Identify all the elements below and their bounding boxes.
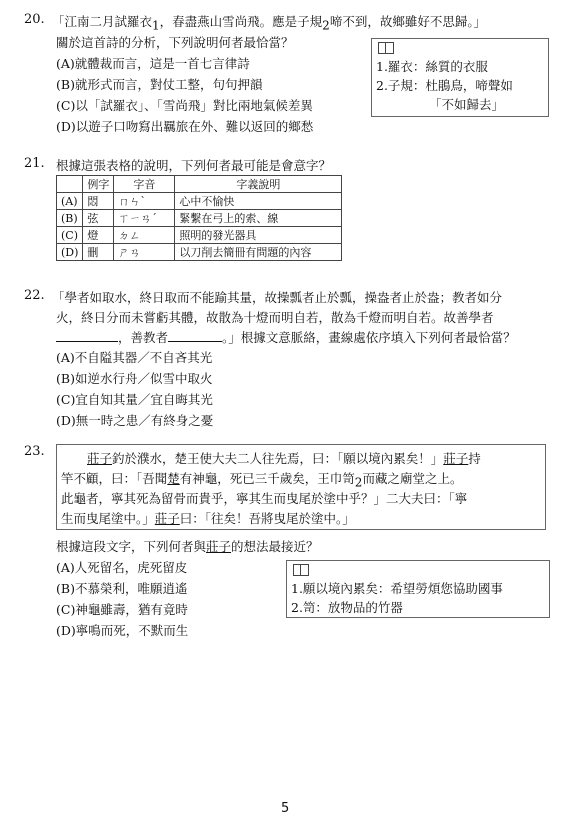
q20-stem-line1: [52, 12, 486, 33]
q23-option-c[interactable]: (C)神龜雖壽，猶有竟時: [56, 602, 188, 617]
q20-notes-box: [371, 38, 549, 117]
table-header-cell: 字義說明: [175, 176, 342, 193]
footnote-ref: 2: [354, 475, 363, 490]
q23-option-d[interactable]: (D)寧鳴而死，不默而生: [56, 623, 189, 638]
q20-option-a[interactable]: (A)就體裁而言，這是一首七言律詩: [56, 56, 250, 71]
passage-text: 生而曳尾塗中。」: [61, 511, 155, 526]
answer-blank-1[interactable]: [56, 329, 118, 342]
q22-option-a[interactable]: (A)不自隘其器／不自吝其光: [56, 350, 213, 365]
q20-stem-text: 「江南二月試羅衣: [52, 14, 153, 29]
passage-line-2: [61, 469, 462, 490]
table-row[interactable]: [57, 244, 342, 261]
table-row[interactable]: [57, 227, 342, 244]
q23-stem: [56, 537, 319, 555]
q23-option-b[interactable]: (B)不慕榮利，唯願逍遙: [56, 581, 188, 596]
passage-text: 釣於濮水，楚王使大夫二人往先焉，曰：「願以境內累矣！」: [112, 451, 444, 466]
table-row[interactable]: [57, 210, 342, 227]
table-header-row: [57, 176, 342, 193]
example-char: 刪: [83, 244, 114, 261]
q20-stem-line2: 關於這首詩的分析，下列說明何者最恰當？: [56, 35, 294, 50]
meaning: 緊繫在弓上的索、線: [175, 210, 342, 227]
q21-table: [56, 175, 342, 261]
example-char: 悶: [83, 193, 114, 210]
footnote-ref: 1: [152, 18, 160, 33]
person-name: 莊子: [154, 511, 180, 526]
q23-option-a[interactable]: (A)人死留名，虎死留皮: [56, 560, 188, 575]
q22-option-b[interactable]: (B)如逆水行舟／似雪中取火: [56, 371, 213, 386]
question-number: 22.: [24, 288, 45, 303]
book-icon: [376, 42, 394, 57]
q21-stem: 根據這張表格的說明，下列何者最可能是會意字？: [56, 158, 332, 173]
option-label: (D): [57, 244, 83, 261]
q20-stem-text: 啼不到，故鄉雖好不思歸。」: [329, 14, 487, 29]
meaning: 以刀削去簡冊有問題的內容: [175, 244, 342, 261]
q23-stem-text: 的想法最接近？: [231, 539, 319, 554]
q22-stem-line1: 「學者如取水，終日取而不能踰其量，故操瓢者止於瓢，操盎者止於盎；教者如分: [52, 290, 503, 305]
answer-blank-2[interactable]: [168, 329, 222, 342]
person-name: 莊子: [443, 451, 469, 466]
passage-text: 竿不顧，曰：「吾聞: [61, 471, 168, 486]
q23-note-2: 2.笥：放物品的竹器: [291, 600, 403, 615]
pronunciation: ㄇㄣˋ: [114, 193, 175, 210]
q22-stem-text: ，善教者: [118, 330, 169, 345]
q23-passage-box: [56, 444, 546, 530]
passage-text: 而藏之廟堂之上。: [362, 471, 463, 486]
example-char: 弦: [83, 210, 114, 227]
q22-option-d[interactable]: (D)無一時之患／有終身之憂: [56, 413, 214, 428]
q22-stem-line2: 火，終日分而未嘗虧其體，故散為十燈而明自若，散為千燈而明自若。故善學者: [56, 310, 494, 325]
page-number: 5: [281, 801, 290, 816]
passage-text: 持: [468, 451, 481, 466]
q23-notes-box: [286, 560, 550, 618]
question-number: 21.: [24, 156, 45, 171]
passage-text: 曰：「往矣！吾將曳尾於塗中。」: [179, 511, 355, 526]
q20-note-2-cont: 「不如歸去」: [429, 97, 505, 112]
meaning: 心中不愉快: [175, 193, 342, 210]
pronunciation: ㄒㄧㄢˊ: [114, 210, 175, 227]
question-number: 23.: [24, 444, 45, 459]
q20-note-1: 1.羅衣：絲質的衣服: [376, 59, 488, 74]
q22-stem-text: 。」根據文意脈絡，畫線處依序填入下列何者最恰當？: [222, 330, 516, 345]
table-header-cell: 字音: [114, 176, 175, 193]
q22-stem-line3: [56, 328, 516, 346]
q23-stem-text: 根據這段文字，下列何者與: [56, 539, 207, 554]
pronunciation: ㄉㄥ: [114, 227, 175, 244]
passage-text: 有神龜，死已三千歲矣，王巾笥: [179, 471, 355, 486]
question-number: 20.: [24, 12, 45, 27]
table-header-cell: [57, 176, 83, 193]
person-name: 莊子: [206, 539, 232, 554]
option-label: (B): [57, 210, 83, 227]
table-row[interactable]: [57, 193, 342, 210]
q20-option-b[interactable]: (B)就形式而言，對仗工整，句句押韻: [56, 77, 263, 92]
option-label: (A): [57, 193, 83, 210]
q22-option-c[interactable]: (C)宜自知其量／宜自晦其光: [56, 392, 213, 407]
meaning: 照明的發光器具: [175, 227, 342, 244]
table-header-cell: 例字: [83, 176, 114, 193]
q23-note-1: 1.願以境內累矣：希望勞煩您協助國事: [291, 581, 503, 596]
example-char: 燈: [83, 227, 114, 244]
q20-option-d[interactable]: (D)以遊子口吻寫出羈旅在外、難以返回的鄉愁: [56, 119, 314, 134]
place-name: 楚: [167, 471, 180, 486]
q20-stem-text: ，春盡燕山雪尚飛。應是子規: [159, 14, 323, 29]
passage-line-4: [61, 509, 355, 527]
passage-line-1: [87, 449, 481, 467]
passage-line-3: 此龜者，寧其死為留骨而貴乎，寧其生而曳尾於塗中乎？」二大夫曰：「寧: [61, 491, 468, 506]
pronunciation: ㄕㄢ: [114, 244, 175, 261]
person-name: 莊子: [87, 451, 113, 466]
option-label: (C): [57, 227, 83, 244]
q20-option-c[interactable]: (C)以「試羅衣」、「雪尚飛」對比兩地氣候差異: [56, 98, 313, 113]
footnote-ref: 2: [322, 18, 330, 33]
book-icon: [291, 564, 309, 579]
q20-note-2: 2.子規：杜鵑鳥，啼聲如: [376, 78, 513, 93]
